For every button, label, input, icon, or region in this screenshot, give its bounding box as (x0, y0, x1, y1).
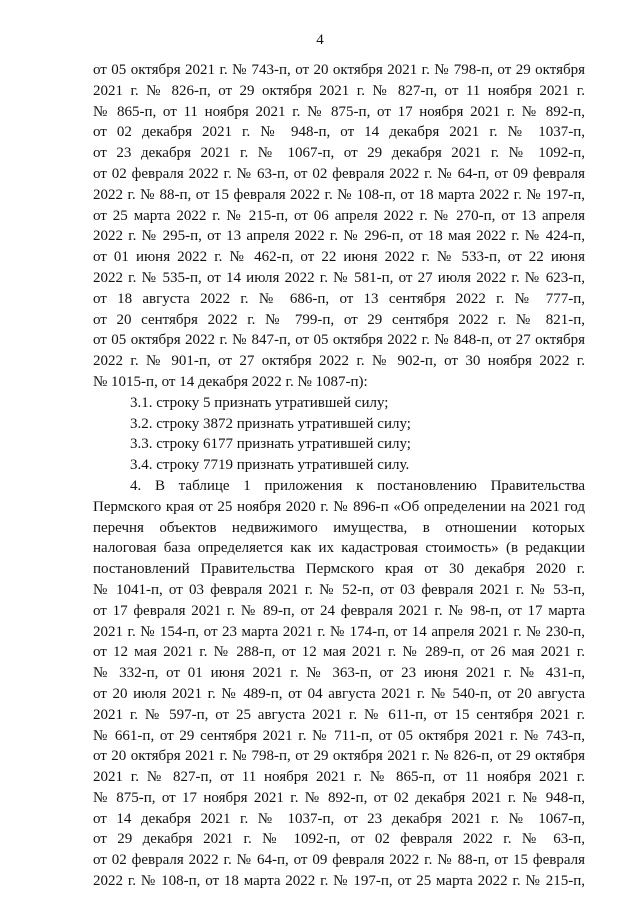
page-number: 4 (316, 32, 324, 48)
text-line: № 1015-п, от 14 декабря 2022 г. № 1087-п): (93, 373, 368, 390)
text-line: от 05 октября 2022 г. № 847-п, от 05 октября 2022 г. № 848-п, от 27 октября (93, 332, 585, 349)
text-line: 3.4. строку 7719 признать утратившей силу. (130, 457, 410, 474)
text-line: Пермского края от 25 ноября 2020 г. № 896-п «Об определении на 2021 год (93, 498, 585, 515)
text-line: 3.2. строку 3872 признать утратившей силу; (130, 415, 411, 432)
text-line: от 18 августа 2022 г. № 686-п, от 13 сентября 2022 г. № 777-п, (93, 290, 585, 307)
text-line: налоговая база определяется как их кадастровая стоимость» (в редакции (93, 540, 585, 557)
text-line: от 02 февраля 2022 г. № 63-п, от 02 февраля 2022 г. № 64-п, от 09 февраля (93, 165, 585, 182)
text-line: от 01 июня 2022 г. № 462-п, от 22 июня 2022 г. № 533-п, от 22 июня (93, 249, 585, 266)
text-line: от 14 декабря 2021 г. № 1037-п, от 23 декабря 2021 г. № 1067-п, (93, 810, 585, 827)
text-line: 4. В таблице 1 приложения к постановлению Правительства (130, 477, 585, 494)
text-line: от 25 марта 2022 г. № 215-п, от 06 апреля 2022 г. № 270-п, от 13 апреля (93, 207, 585, 224)
text-line: от 23 декабря 2021 г. № 1067-п, от 29 декабря 2021 г. № 1092-п, (93, 145, 585, 162)
text-line: от 20 октября 2021 г. № 798-п, от 29 октября 2021 г. № 826-п, от 29 октября (93, 748, 585, 765)
text-line: постановлений Правительства Пермского края от 30 декабря 2020 г. (93, 561, 585, 578)
text-line: № 1041-п, от 03 февраля 2021 г. № 52-п, от 03 февраля 2021 г. № 53-п, (93, 581, 585, 598)
text-line: 2022 г. № 88-п, от 15 февраля 2022 г. № 108-п, от 18 марта 2022 г. № 197-п, (93, 186, 585, 203)
text-line: 2021 г. № 827-п, от 11 ноября 2021 г. № 865-п, от 11 ноября 2021 г. (93, 769, 585, 786)
text-line: 2021 г. № 826-п, от 29 октября 2021 г. № 827-п, от 11 ноября 2021 г. (93, 82, 585, 99)
text-line: 2022 г. № 108-п, от 18 марта 2022 г. № 197-п, от 25 марта 2022 г. № 215-п, (93, 873, 585, 890)
text-line: от 02 февраля 2022 г. № 64-п, от 09 февраля 2022 г. № 88-п, от 15 февраля (93, 852, 585, 869)
text-line: от 17 февраля 2021 г. № 89-п, от 24 февраля 2021 г. № 98-п, от 17 марта (93, 602, 585, 619)
text-line: от 20 июля 2021 г. № 489-п, от 04 августа 2021 г. № 540-п, от 20 августа (93, 685, 585, 702)
text-line: № 332-п, от 01 июня 2021 г. № 363-п, от 23 июня 2021 г. № 431-п, (93, 665, 585, 682)
text-line: от 12 мая 2021 г. № 288-п, от 12 мая 2021 г. № 289-п, от 26 мая 2021 г. (93, 644, 585, 661)
text-line: 2022 г. № 295-п, от 13 апреля 2022 г. № 296-п, от 18 мая 2022 г. № 424-п, (93, 228, 585, 245)
document-body (93, 60, 585, 892)
text-line: перечня объектов недвижимого имущества, в отношении которых (93, 519, 585, 536)
text-line: от 02 декабря 2021 г. № 948-п, от 14 декабря 2021 г. № 1037-п, (93, 124, 585, 141)
text-line: 2021 г. № 597-п, от 25 августа 2021 г. № 611-п, от 15 сентября 2021 г. (93, 706, 585, 723)
text-line: 3.3. строку 6177 признать утратившей силу; (130, 436, 411, 453)
text-line: от 29 декабря 2021 г. № 1092-п, от 02 февраля 2022 г. № 63-п, (93, 831, 585, 848)
text-line: 3.1. строку 5 признать утратившей силу; (130, 394, 389, 411)
text-line: № 661-п, от 29 сентября 2021 г. № 711-п, от 05 октября 2021 г. № 743-п, (93, 727, 585, 744)
text-line: от 20 сентября 2022 г. № 799-п, от 29 сентября 2022 г. № 821-п, (93, 311, 585, 328)
text-line: № 865-п, от 11 ноября 2021 г. № 875-п, от 17 ноября 2021 г. № 892-п, (93, 103, 585, 120)
text-line: № 875-п, от 17 ноября 2021 г. № 892-п, от 02 декабря 2021 г. № 948-п, (93, 789, 585, 806)
text-line: 2021 г. № 154-п, от 23 марта 2021 г. № 174-п, от 14 апреля 2021 г. № 230-п, (93, 623, 585, 640)
text-line: 2022 г. № 535-п, от 14 июля 2022 г. № 581-п, от 27 июля 2022 г. № 623-п, (93, 269, 585, 286)
text-line: 2022 г. № 901-п, от 27 октября 2022 г. № 902-п, от 30 ноября 2022 г. (93, 353, 585, 370)
text-line: от 05 октября 2021 г. № 743-п, от 20 октября 2021 г. № 798-п, от 29 октября (93, 62, 585, 78)
